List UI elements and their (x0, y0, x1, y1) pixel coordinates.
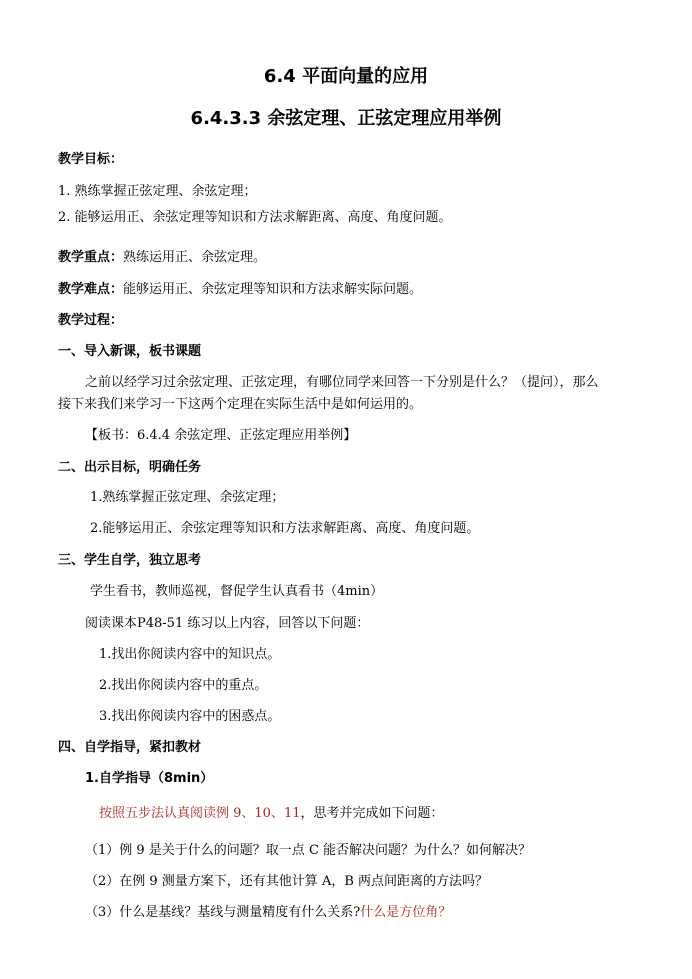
page-title: 6.4 平面向量的应用 (263, 66, 429, 87)
process-label: 教学过程： (58, 313, 124, 328)
difficult-point-line (58, 282, 422, 298)
question-3-text: （3）什么是基线？基线与测量精度有什么关系? (85, 905, 361, 920)
question-3 (85, 905, 451, 921)
section-2-item-2: 2.能够运用正、余弦定理等知识和方法求解距离、高度、角度问题。 (90, 521, 480, 536)
goals-label: 教学目标： (58, 152, 124, 167)
key-point-label: 教学重点： (58, 250, 124, 265)
section-3-item-3: 3.找出你阅读内容中的困惑点。 (99, 709, 281, 724)
question-3-highlight: 什么是方位角？ (360, 905, 452, 920)
section-4-subheading: 1.自学指导（8min） (85, 771, 214, 786)
difficult-point-label: 教学难点： (58, 282, 124, 297)
section-3-line-1: 学生看书，教师巡视，督促学生认真看书（4min） (90, 584, 384, 599)
section-1-paragraph-line-2: 接下来我们来学习一下这两个定理在实际生活中是如何运用的。 (58, 397, 423, 412)
instruction-highlight: 按照五步法认真阅读例 9、10、11 (99, 806, 301, 821)
section-1-paragraph-line-1: 之前以经学习过余弦定理、正弦定理，有哪位同学来回答一下分别是什么？（提问），那么 (85, 375, 599, 390)
section-3-line-2: 阅读课本P48-51 练习以上内容，回答以下问题： (85, 616, 370, 631)
section-3-item-2: 2.找出你阅读内容中的重点。 (99, 678, 268, 693)
section-1-heading: 一、导入新课，板书课题 (58, 344, 202, 359)
section-1-board: 【板书：6.4.4 余弦定理、正弦定理应用举例】 (85, 428, 357, 443)
goal-item-1: 1. 熟练掌握正弦定理、余弦定理； (58, 184, 257, 199)
section-3-item-1: 1.找出你阅读内容中的知识点。 (99, 647, 281, 662)
section-2-heading: 二、出示目标，明确任务 (58, 460, 202, 475)
key-point-text: 熟练运用正、余弦定理。 (123, 250, 267, 265)
question-1: （1）例 9 是关于什么的问题？取一点 C 能否解决问题？为什么？如何解决？ (85, 843, 532, 858)
section-3-heading: 三、学生自学，独立思考 (58, 553, 202, 568)
difficult-point-text: 能够运用正、余弦定理等知识和方法求解实际问题。 (123, 282, 423, 297)
section-2-item-1: 1.熟练掌握正弦定理、余弦定理； (90, 490, 285, 505)
section-4-heading: 四、自学指导，紧扣教材 (58, 740, 202, 755)
question-2: （2）在例 9 测量方案下，还有其他计算 A，B 两点间距离的方法吗？ (85, 874, 489, 889)
goal-item-2: 2. 能够运用正、余弦定理等知识和方法求解距离、高度、角度问题。 (58, 210, 452, 225)
instruction-rest: ，思考并完成如下问题： (300, 806, 444, 821)
section-4-instruction (99, 806, 444, 822)
key-point-line (58, 250, 266, 266)
page-subtitle: 6.4.3.3 余弦定理、正弦定理应用举例 (190, 108, 502, 129)
